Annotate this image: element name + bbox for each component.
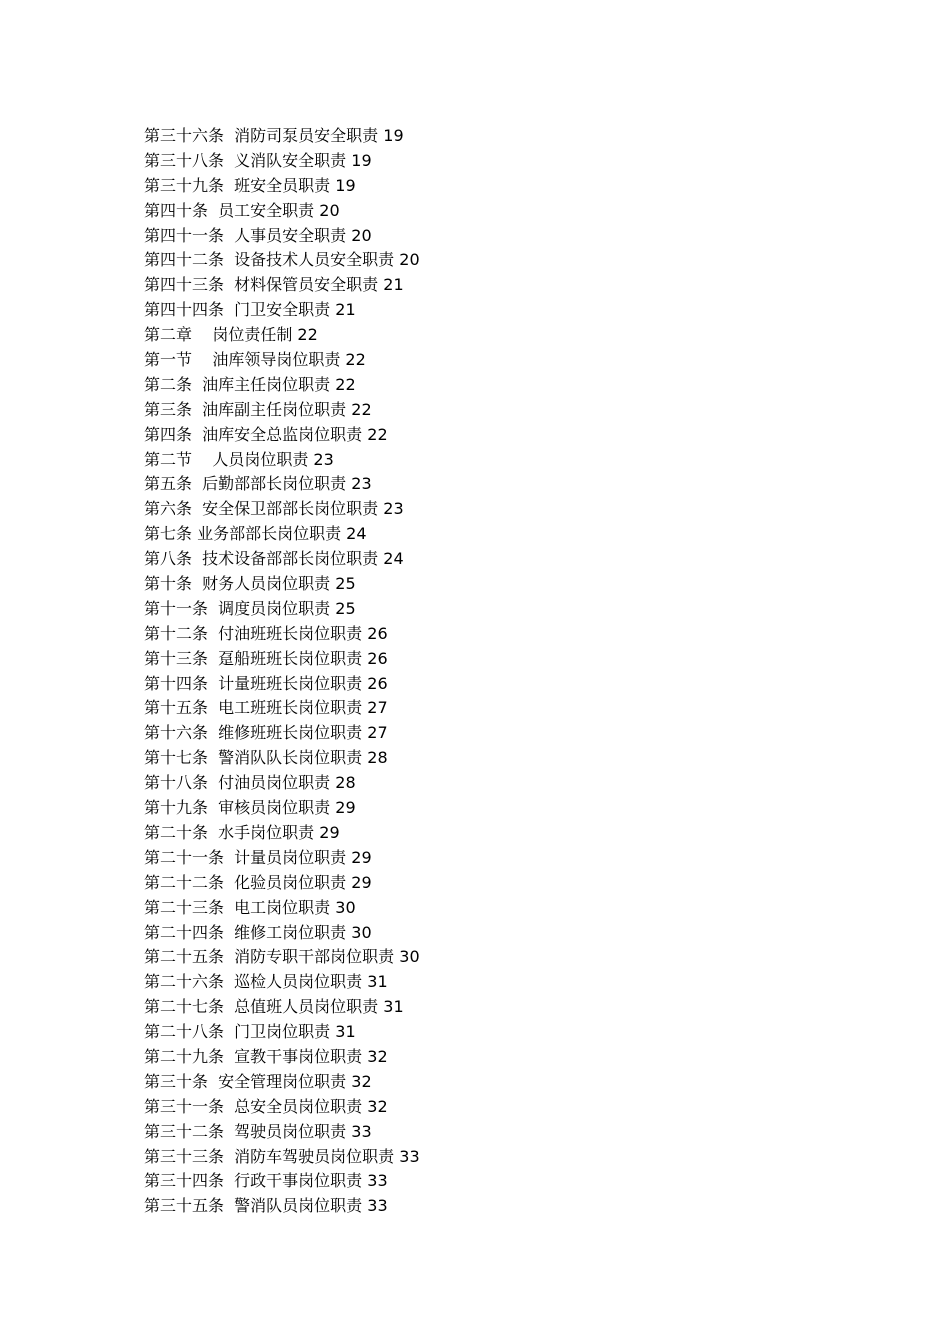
toc-entry[interactable]: 第四十二条 设备技术人员安全职责 20: [144, 250, 420, 270]
toc-entry[interactable]: 第一节 油库领导岗位职责 22: [144, 350, 366, 370]
toc-entry[interactable]: 第四十条 员工安全职责 20: [144, 200, 340, 220]
toc-entry[interactable]: 第四条 油库安全总监岗位职责 22: [144, 424, 388, 444]
toc-entry[interactable]: 第十三条 趸船班班长岗位职责 26: [144, 648, 388, 668]
toc-entry[interactable]: 第二十九条 宣教干事岗位职责 32: [144, 1046, 388, 1066]
toc-entry[interactable]: 第三十四条 行政干事岗位职责 33: [144, 1171, 388, 1191]
toc-entry[interactable]: 第十一条 调度员岗位职责 25: [144, 598, 356, 618]
toc-entry[interactable]: 第三十条 安全管理岗位职责 32: [144, 1071, 372, 1091]
toc-entry[interactable]: 第三十八条 义消队安全职责 19: [144, 150, 372, 170]
toc-entry[interactable]: 第十二条 付油班班长岗位职责 26: [144, 623, 388, 643]
toc-entry[interactable]: 第六条 安全保卫部部长岗位职责 23: [144, 499, 404, 519]
toc-entry[interactable]: 第七条 业务部部长岗位职责 24: [144, 524, 367, 544]
toc-entry[interactable]: 第八条 技术设备部部长岗位职责 24: [144, 549, 404, 569]
toc-entry[interactable]: 第四十一条 人事员安全职责 20: [144, 225, 372, 245]
toc-entry[interactable]: 第二十三条 电工岗位职责 30: [144, 897, 356, 917]
toc-entry[interactable]: 第十六条 维修班班长岗位职责 27: [144, 723, 388, 743]
toc-entry[interactable]: 第十七条 警消队队长岗位职责 28: [144, 748, 388, 768]
toc-entry[interactable]: 第四十四条 门卫安全职责 21: [144, 300, 356, 320]
toc-entry[interactable]: 第三十六条 消防司泵员安全职责 19: [144, 126, 404, 145]
toc-entry[interactable]: 第三十九条 班安全员职责 19: [144, 175, 356, 195]
toc-entry[interactable]: 第三条 油库副主任岗位职责 22: [144, 399, 372, 419]
toc-entry[interactable]: 第三十五条 警消队员岗位职责 33: [144, 1196, 388, 1216]
toc-entry[interactable]: 第十四条 计量班班长岗位职责 26: [144, 673, 388, 693]
toc-entry[interactable]: 第二节 人员岗位职责 23: [144, 449, 334, 469]
toc-entry[interactable]: 第二条 油库主任岗位职责 22: [144, 374, 356, 394]
table-of-contents: [144, 124, 420, 1219]
toc-entry[interactable]: 第二十二条 化验员岗位职责 29: [144, 872, 372, 892]
toc-entry[interactable]: 第三十一条 总安全员岗位职责 32: [144, 1096, 388, 1116]
toc-entry[interactable]: 第二十四条 维修工岗位职责 30: [144, 922, 372, 942]
toc-entry[interactable]: 第二十八条 门卫岗位职责 31: [144, 1022, 356, 1042]
toc-entry[interactable]: 第十条 财务人员岗位职责 25: [144, 574, 356, 594]
toc-entry[interactable]: 第四十三条 材料保管员安全职责 21: [144, 275, 404, 295]
toc-entry[interactable]: 第二十七条 总值班人员岗位职责 31: [144, 997, 404, 1017]
toc-entry[interactable]: 第十八条 付油员岗位职责 28: [144, 773, 356, 793]
toc-entry[interactable]: 第三十三条 消防车驾驶员岗位职责 33: [144, 1146, 420, 1166]
toc-entry[interactable]: 第十五条 电工班班长岗位职责 27: [144, 698, 388, 718]
toc-entry[interactable]: 第二章 岗位责任制 22: [144, 325, 318, 345]
toc-entry[interactable]: 第三十二条 驾驶员岗位职责 33: [144, 1121, 372, 1141]
toc-entry[interactable]: 第二十五条 消防专职干部岗位职责 30: [144, 947, 420, 967]
toc-entry[interactable]: 第十九条 审核员岗位职责 29: [144, 798, 356, 818]
toc-entry[interactable]: 第二十一条 计量员岗位职责 29: [144, 847, 372, 867]
toc-entry[interactable]: 第二十条 水手岗位职责 29: [144, 822, 340, 842]
toc-entry[interactable]: 第二十六条 巡检人员岗位职责 31: [144, 972, 388, 992]
toc-entry[interactable]: 第五条 后勤部部长岗位职责 23: [144, 474, 372, 494]
